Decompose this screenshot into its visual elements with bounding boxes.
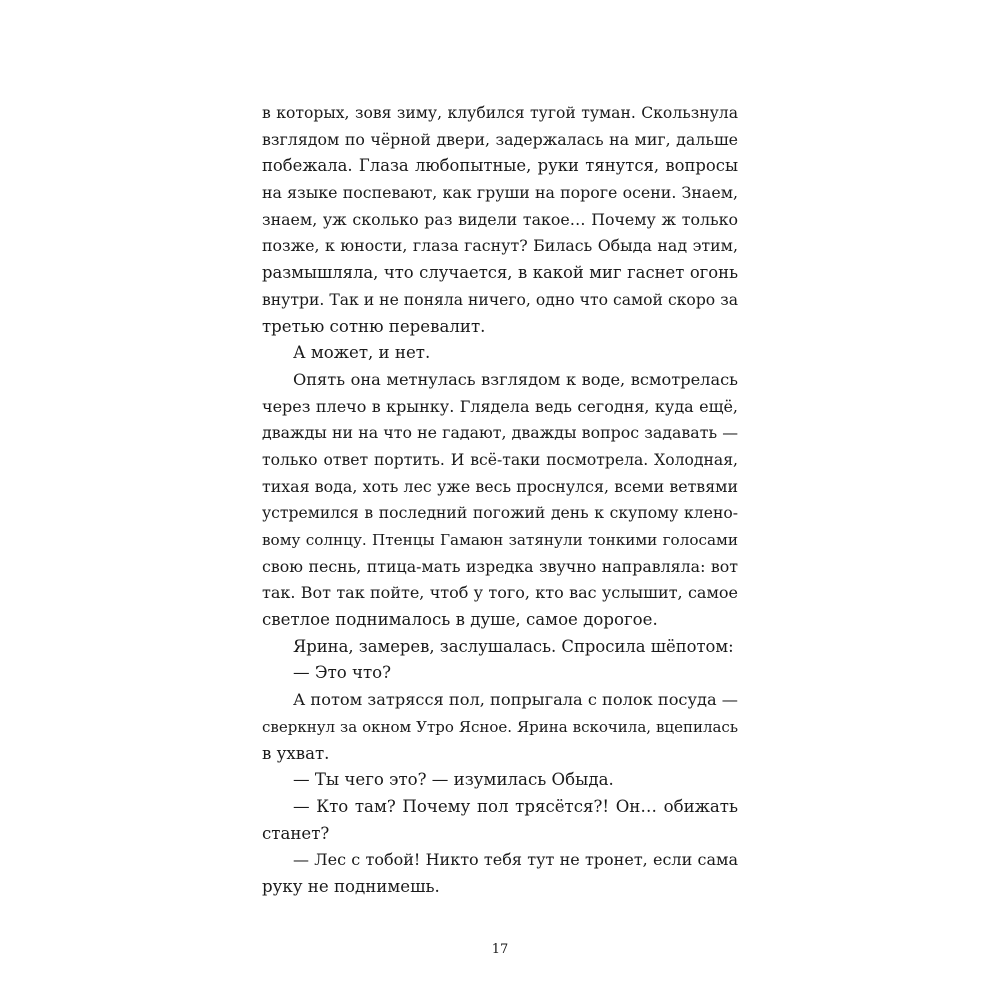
text-line: Опять она метнулась взглядом к воде, всмотрелась xyxy=(293,369,738,389)
text-line: тихая вода, хоть лес уже весь проснулся, всеми ветвями xyxy=(262,476,738,496)
text-line: на языке поспевают, как груши на пороге осени. Знаем, xyxy=(262,183,738,203)
text-line: А потом затрясся пол, попрыгала с полок посуда — xyxy=(293,690,738,710)
text-line: устремился в последний погожий день к скупому клено- xyxy=(262,504,738,523)
text-line: третью сотню перевалит. xyxy=(262,316,486,336)
text-line: знаем, уж сколько раз видели такое… Почему ж только xyxy=(262,209,738,229)
text-line: Ярина, замерев, заслушалась. Спросила шёпотом: xyxy=(293,636,734,656)
text-line: — Ты чего это? — изумилась Обыда. xyxy=(293,770,614,790)
text-line: — Это что? xyxy=(293,663,392,683)
text-line: через плечо в крынку. Глядела ведь сегодня, куда ещё, xyxy=(262,396,738,416)
text-line: дважды ни на что не гадают, дважды вопрос задавать — xyxy=(262,423,738,443)
text-line: побежала. Глаза любопытные, руки тянутся, вопросы xyxy=(262,156,738,176)
text-line: сверкнул за окном Утро Ясное. Ярина вскочила, вцепилась xyxy=(262,717,738,736)
body-text xyxy=(262,100,738,901)
text-line: — Кто там? Почему пол трясётся?! Он… обижать xyxy=(293,796,738,816)
text-line: только ответ портить. И всё-таки посмотрела. Холодная, xyxy=(262,450,738,469)
text-line: в которых, зовя зиму, клубился тугой туман. Скользнула xyxy=(262,104,738,122)
text-line: светлое поднималось в душе, самое дорогое. xyxy=(262,610,658,630)
text-line: свою песнь, птица-мать изредка звучно направляла: вот xyxy=(262,556,738,576)
text-line: станет? xyxy=(262,823,330,843)
page-number: 17 xyxy=(491,942,509,957)
text-line: так. Вот так пойте, чтоб у того, кто вас услышит, самое xyxy=(262,583,738,603)
text-line: позже, к юности, глаза гаснут? Билась Обыда над этим, xyxy=(262,236,738,256)
text-line: размышляла, что случается, в какой миг гаснет огонь xyxy=(262,263,738,283)
text-line: взглядом по чёрной двери, задержалась на миг, дальше xyxy=(262,129,738,149)
text-line: вому солнцу. Птенцы Гамаюн затянули тонкими голосами xyxy=(262,531,738,549)
text-line: руку не поднимешь. xyxy=(262,876,440,896)
text-line: внутри. Так и не поняла ничего, одно что самой скоро за xyxy=(262,290,738,309)
text-line: в ухват. xyxy=(262,743,330,763)
text-line: А может, и нет. xyxy=(293,343,431,363)
text-line: — Лес с тобой! Никто тебя тут не тронет, если сама xyxy=(293,850,738,870)
